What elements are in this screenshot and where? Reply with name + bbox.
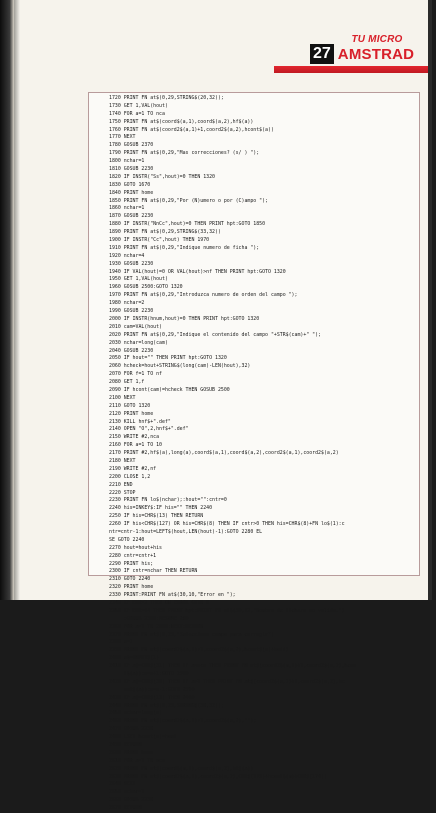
code-line: 1850 PRINT FN at$(0,29,"Por (N)umero o por (C)ampo "); bbox=[109, 197, 268, 204]
code-line: 2050 IF hout="" THEN PRINT hpt:GOTO 1320 bbox=[109, 355, 227, 362]
code-line: 2230 PRINT FN lo$(nchar);:hout="":cntr=0 bbox=[109, 497, 227, 504]
page-header bbox=[310, 44, 414, 64]
code-line: 2370 PRINT FN at$(0,29,"Seleccione campo para corregir") bbox=[109, 631, 274, 638]
code-line: 2250 IF his=CHR$(13) THEN RETURN bbox=[109, 513, 204, 520]
code-line: 2040 GOSUB 2230 bbox=[109, 347, 154, 354]
code-line: 2080 GET 1,f bbox=[109, 379, 145, 386]
code-line: 2300 IF cntr=nchar THEN RETURN bbox=[109, 568, 198, 575]
code-line: 1750 PRINT FN at$(coord$(a,1),coord$(a,2),hf$(a)) bbox=[109, 118, 254, 125]
header-red-bar bbox=[274, 66, 432, 73]
code-line: 2200 CLOSE 1,2 bbox=[109, 473, 151, 480]
code-listing-box bbox=[88, 92, 420, 812]
code-line: 2540 NEXT bbox=[109, 781, 136, 788]
code-line: 2160 FOR a=1 TO 10 bbox=[109, 442, 162, 449]
code-line: 2430 IF a$=CHR$(13) THEN 2460 bbox=[109, 694, 195, 701]
code-line: 2060 hcheck=hout+STRING$(long(cam)-LEN(hout),32) bbox=[109, 363, 251, 370]
code-line: 2010 cam=VAL(hout) bbox=[109, 323, 162, 330]
code-line: 1730 GET 1,VAL(hout) bbox=[109, 102, 168, 109]
code-line: 2460 PRINT FN at$(coord2$(a,1)+1,coord2$(a,2),""); bbox=[109, 718, 257, 725]
code-line: 2280 cntr=cntr+1 bbox=[109, 552, 157, 559]
code-line: 1860 nchar=1 bbox=[109, 205, 145, 212]
code-line: 2480 LSET hcont(a)=hout bbox=[109, 734, 177, 741]
code-line: 2100 NEXT bbox=[109, 394, 136, 401]
code-line: 2310 GOTO 2240 bbox=[109, 576, 151, 583]
code-line: t$(a)):a=a+1:GOTO 2390 bbox=[109, 671, 189, 678]
code-line: 1930 GOSUB 2230 bbox=[109, 260, 154, 267]
code-line: 2510 FOR a=1 TO nca bbox=[109, 757, 165, 764]
code-line: 2410 IF a$=CHR$(31) THEN IF a<nca THEN PRINT FN at$(coord2$(a,1)+1,coord2$(a,2),hcon bbox=[109, 663, 357, 670]
code-line: 2180 NEXT bbox=[109, 457, 136, 464]
code-line: 1880 IF INSTR("NnCc",hout)=0 THEN PRINT hpt:GOTO 1850 bbox=[109, 221, 266, 228]
code-line: 2530 PRINT FN at$(coord2$(a,1),coord2$(a,2),CHR$(175)+hcont$(a)+CHR$(174)) bbox=[109, 773, 327, 780]
code-line: SE GOTO 2240 bbox=[109, 536, 145, 543]
code-line: 1820 IF INSTR("Ss",hout)=0 THEN 1320 bbox=[109, 173, 215, 180]
code-line: ntr=cntr-1:hout=LEFT$(hout,LEN(hout)-1):GOTO 2280 EL bbox=[109, 528, 263, 535]
code-line: 1900 IF INSTR("Cc",hout) THEN 1970 bbox=[109, 237, 210, 244]
code-line: 2020 PRINT FN at$(0,29,"Indique el contenido del campo "+STR$(cam)+" "); bbox=[109, 331, 321, 338]
code-line: 2340 IF ERR=2 THEN ON ERROR GOTO 0 bbox=[109, 600, 210, 606]
code-line: 1990 GOSUB 2230 bbox=[109, 308, 154, 315]
code-line: 2290 PRINT his; bbox=[109, 560, 154, 567]
code-line: 2440 PRINT FN at$(0,29,STRING$(30,32)); bbox=[109, 702, 224, 709]
brand-tu-micro: TU MICRO bbox=[351, 34, 403, 45]
code-line: 1910 PRINT FN at$(0,29,"Indique numero de ficha "); bbox=[109, 244, 260, 251]
code-line: 2520 PRINT FN at$(coord$(a,1),coord$(a,2),hf$(a)) bbox=[109, 765, 254, 772]
code-line: 2270 hout=hout+his bbox=[109, 544, 162, 551]
code-line: 1770 NEXT bbox=[109, 134, 136, 141]
code-line: 1720 PRINT FN at$(0,29,STRING$(20,32)); bbox=[109, 95, 224, 101]
code-line: 2240 his=INKEY$:IF his="" THEN 2240 bbox=[109, 505, 213, 512]
code-line: 1790 PRINT FN at$(0,29,"Mas correcciones? (s/ ) "); bbox=[109, 150, 260, 157]
code-line: 2320 PRINT home bbox=[109, 584, 154, 591]
code-line: 1740 FOR a=1 TO nca bbox=[109, 110, 165, 117]
code-line: 2450 nchar=long(a) bbox=[109, 710, 162, 717]
code-line: 2150 WRITE #2,nca bbox=[109, 434, 160, 441]
code-line: 2120 PRINT home bbox=[109, 410, 154, 417]
code-line: 1950 GET 1,VAL(hout) bbox=[109, 276, 168, 283]
code-line: 1810 GOSUB 2230 bbox=[109, 166, 154, 173]
code-line: 1760 PRINT FN at$(coord2$(a,1)+1,coord2$(a,2),hcont$(a)) bbox=[109, 126, 274, 133]
code-line: 2110 GOTO 1320 bbox=[109, 402, 151, 409]
magazine-title: AMSTRAD bbox=[337, 45, 415, 63]
code-line: 2550 nchar=1 bbox=[109, 789, 145, 796]
code-line: 2170 PRINT #2,hf$(a),long(a),coord$(a,1),coord$(a,2),coord2$(a,1),coord2$(a,2) bbox=[109, 450, 339, 457]
code-line: :GOSUB 2360:RESUME 280 bbox=[109, 615, 189, 622]
code-line: 1840 PRINT home bbox=[109, 189, 154, 196]
code-line: 2260 IF his<CHR$(127) OR his=CHR$(8) THEN IF cntr>0 THEN his=CHR$(8)+FN lo$(1):c bbox=[109, 521, 345, 528]
code-line: 2380 a=1 bbox=[109, 639, 133, 646]
code-line: 2140 OPEN "O",2,hnf$+".def" bbox=[109, 426, 189, 433]
code-line: 2190 WRITE #2,nf bbox=[109, 465, 157, 472]
code-line: 2090 IF hcont(cam)=hcheck THEN GOSUB 2500 bbox=[109, 386, 230, 393]
code-line: ont$(a)):a=a-1:GOTO 2390 bbox=[109, 686, 195, 693]
code-line: 2420 IF a$=CHR$(30) THEN IF a>1 THEN PRINT FN at$(coord2$(a,1)+1,coord2$(a,2),hc bbox=[109, 678, 345, 685]
page-number: 27 bbox=[310, 44, 334, 64]
gutter-shadow bbox=[14, 0, 20, 600]
code-line: 2210 END bbox=[109, 481, 133, 488]
code-line: 2030 nchar=long(cam) bbox=[109, 339, 168, 346]
code-line: 1830 GOTO 1670 bbox=[109, 181, 151, 188]
code-line: 1940 IF VAL(hout)=0 OR VAL(hout)>nf THEN PRINT hpt:GOTO 1320 bbox=[109, 268, 286, 275]
code-line: 1970 PRINT FN at$(0,29,"Introduzca numero de orden del campo "); bbox=[109, 292, 298, 299]
code-line: 1980 nchar=2 bbox=[109, 300, 145, 307]
code-line: 1960 GOSUB 2500:GOTO 1320 bbox=[109, 284, 183, 291]
code-line: 2490 RETURN bbox=[109, 742, 142, 749]
code-line: 2360 FOR a=1 TO 2000:NEXT:RETURN bbox=[109, 623, 204, 630]
code-line: 2130 KILL hnf$+".def" bbox=[109, 418, 171, 425]
code-line: 1890 PRINT FN at$(0,29,STRING$(33,32)) bbox=[109, 229, 221, 236]
magazine-page bbox=[14, 0, 432, 812]
code-line: 2070 FOR f=1 TO nf bbox=[109, 371, 162, 378]
code-line: 2500 PRINT home bbox=[109, 749, 154, 756]
code-line: 2220 STOP bbox=[109, 489, 136, 496]
code-line: 2470 GOSUB 2230 bbox=[109, 726, 154, 733]
code-line: 1870 GOSUB 2230 bbox=[109, 213, 154, 220]
code-line: 2390 PRINT FN at$(coord2$(a,1)+1,coord2$(a,2),hcont$(a)+hoff) bbox=[109, 647, 289, 654]
code-line: 2560 GOSUB 2230 bbox=[109, 797, 154, 804]
book-binding bbox=[0, 0, 14, 600]
code-line: 1780 GOSUB 2370 bbox=[109, 142, 154, 149]
basic-code-listing bbox=[109, 95, 419, 813]
code-line: 2330 PRINT:PRINT FN at$(30,10,"Error en "); bbox=[109, 592, 236, 599]
code-line: 1920 nchar=4 bbox=[109, 252, 145, 259]
code-line: 2350 IF ERR=64 THEN PRINT hpt:PRINT FN at$(30,12,"Nombre de fichero no valido.") bbox=[109, 607, 345, 614]
code-line: 2400 a$=INPUT$(1) bbox=[109, 655, 160, 662]
code-line: 1800 nchar=1 bbox=[109, 158, 145, 165]
page-edge bbox=[428, 0, 432, 600]
code-line: 2000 IF INSTR(hnum,hout)=0 THEN PRINT hpt:GOTO 1320 bbox=[109, 315, 260, 322]
code-line: 2570 RETURN bbox=[109, 805, 142, 812]
